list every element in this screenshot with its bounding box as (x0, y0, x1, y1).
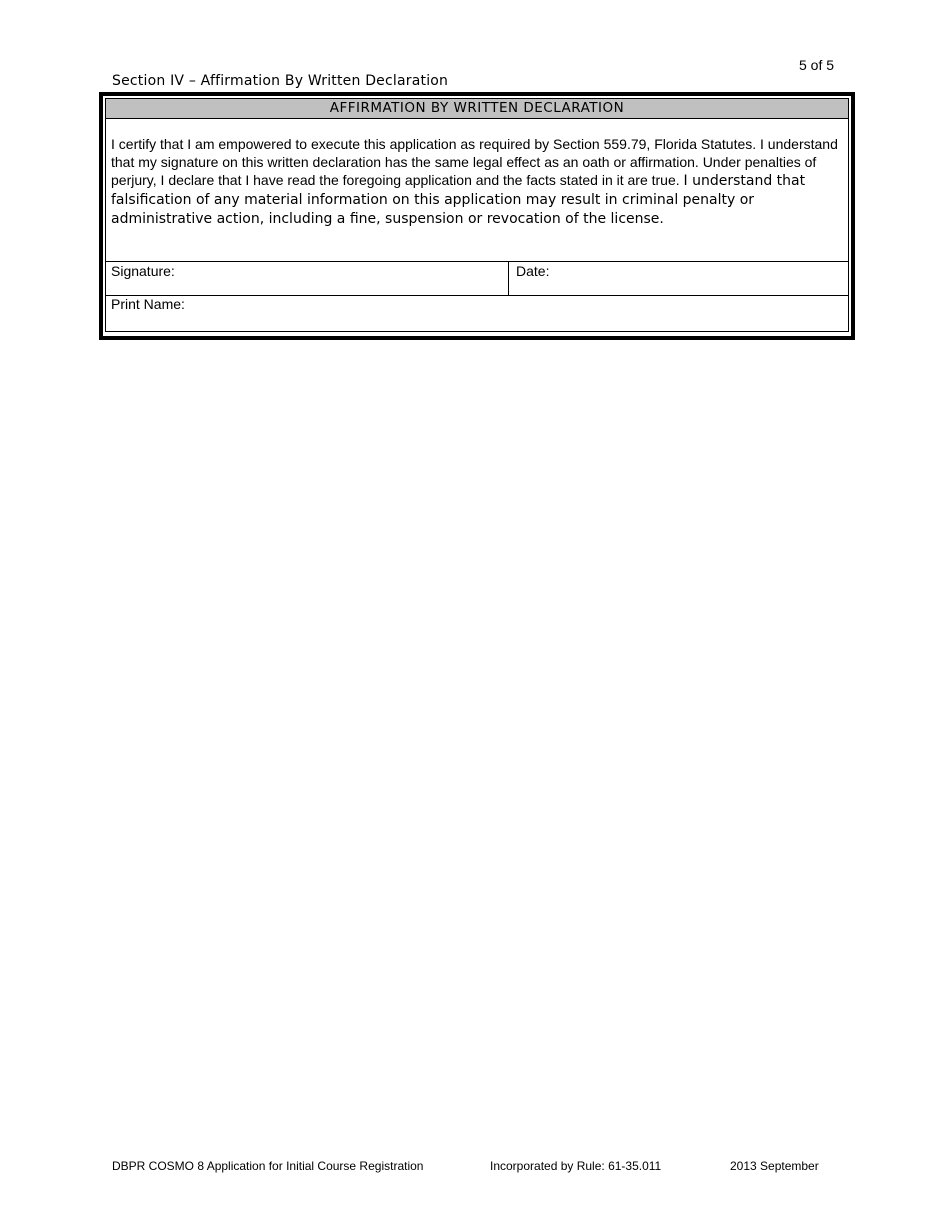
page-number: 5 of 5 (799, 57, 835, 73)
footer-rule: Incorporated by Rule: 61-35.011 (490, 1159, 662, 1173)
signature-row (106, 261, 848, 296)
date-label: Date: (516, 263, 550, 279)
affirmation-form (99, 92, 855, 340)
form-title: AFFIRMATION BY WRITTEN DECLARATION (106, 99, 848, 119)
date-field[interactable] (509, 262, 848, 295)
print-name-label: Print Name: (111, 296, 185, 312)
section-heading: Section IV – Affirmation By Written Declaration (112, 73, 449, 89)
footer-date: 2013 September (730, 1159, 819, 1173)
affirmation-form-inner (105, 98, 849, 332)
print-name-field[interactable] (106, 295, 848, 313)
declaration-part-1: I certify that I am empowered to execute this application as required by Section 559.79, Florida Statutes. I understand that my signature on this written declaration has the same legal effect as an oath or affirmation. Under penalties of perjury, I declare that I have read the foregoing application and the facts stated in it are true. (111, 136, 838, 188)
declaration-part-2: I understand that falsification of any material information on this application may result in criminal penalty or administrative action, including a fine, suspension or revocation of the license. (111, 173, 806, 227)
declaration-text (111, 135, 844, 228)
signature-label: Signature: (111, 263, 175, 279)
footer-form-name: DBPR COSMO 8 Application for Initial Course Registration (112, 1159, 424, 1173)
signature-field[interactable] (106, 262, 509, 295)
